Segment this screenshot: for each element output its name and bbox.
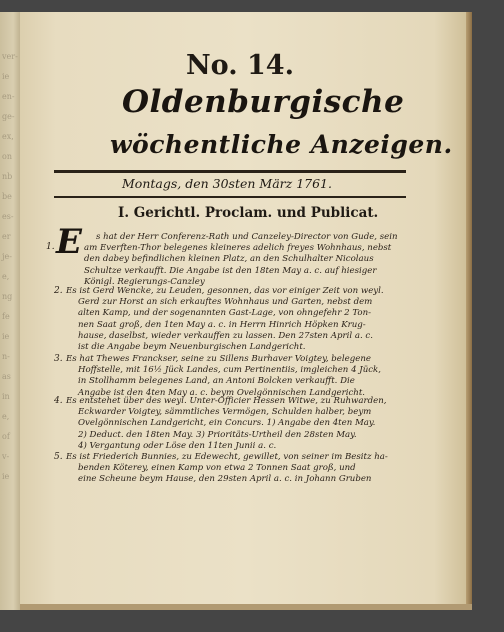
entry-number: 3. (54, 354, 63, 364)
entry-text-line: 2) Deduct. den 18ten May. 3) Prioritäts-Urtheil den 28sten May. (78, 429, 357, 440)
section-heading: I. Gerichtl. Proclam. und Publicat. (118, 205, 379, 221)
previous-page-fragment: ex, (2, 132, 14, 141)
previous-page-fragment: ge- (2, 112, 15, 121)
previous-page-fragment: on (2, 152, 12, 161)
entry-text-line: Es entstehet über des weyl. Unter-Officier Hessen Witwe, zu Ruhwarden, (66, 396, 387, 406)
previous-page-fragment: ng (2, 292, 13, 301)
entry-text-line: ist die Angabe beym Neuenburgischen Landgericht. (78, 342, 306, 352)
entry-text-line: eine Scheune beym Hause, den 29sten April a. c. in Johann Gruben (78, 474, 372, 485)
previous-page-fragment: ver- (2, 52, 18, 61)
entry-text-line: Hoffstelle, mit 16½ Jück Landes, cum Pertinentiis, imgleichen 4 Jück, (78, 365, 382, 376)
previous-page-fragment: in (2, 392, 10, 401)
entry-text-line: nen Saat groß, den 1ten May a. c. in Herrn Hinrich Höpken Krug- (78, 319, 366, 330)
entry-number: 4. (54, 396, 63, 406)
entry-text-line: Es hat Thewes Franckser, seine zu Sillens Burhaver Voigtey, belegene (66, 354, 371, 364)
entry-text-line: Angabe ist den 4ten May a. c. beym Ovelgönnischen Landgericht. (78, 387, 366, 398)
entry-number: 5. (54, 452, 63, 462)
entry-text-line: Es ist Gerd Wencke, zu Leuden, gesonnen, das vor einiger Zeit von weyl. (66, 286, 384, 296)
entry-text-line: benden Köterey, einen Kamp von etwa 2 Tonnen Saat groß, und (78, 463, 356, 474)
previous-page-edge (0, 12, 22, 610)
previous-page-fragment: v- (2, 452, 10, 461)
entry-number: 2. (54, 286, 63, 296)
masthead-rule-bottom (54, 196, 406, 198)
previous-page-fragment: of (2, 432, 10, 441)
previous-page-fragment: es- (2, 212, 14, 221)
previous-page-fragment: je- (2, 252, 12, 261)
previous-page-fragment: ie (2, 332, 10, 341)
previous-page-fragment: en- (2, 92, 15, 101)
previous-page-fragment: nb (2, 172, 13, 181)
previous-page-fragment: er (2, 232, 11, 241)
drop-cap: E (56, 222, 82, 262)
entry-text-line: Eckwarder Voigtey, sämmtliches Vermögen, Schulden halber, beym (78, 407, 372, 418)
previous-page-fragment: n- (2, 352, 10, 361)
issue-date: Montags, den 30sten März 1761. (122, 176, 332, 191)
entry-text-line: 4) Vergantung oder Löse den 11ten Junii a. c. (78, 440, 277, 451)
issue-number: No. 14. (186, 50, 294, 81)
masthead-rule-top (54, 170, 406, 173)
entry-text-line: Es ist Friederich Bunnies, zu Edewecht, gewillet, von seiner im Besitz ha- (66, 452, 388, 462)
previous-page-fragment: be (2, 192, 12, 201)
previous-page-fragment: fe (2, 312, 10, 321)
page-bottom-edge (20, 604, 472, 610)
entry-number: 1. (46, 242, 55, 252)
entry-text-line: Königl. Regierungs-Canzley (84, 276, 205, 287)
entry-text-line: alten Kamp, und der sogenannten Gast-Lage, von ohngefehr 2 Ton- (78, 308, 372, 319)
previous-page-fragment: as (2, 372, 11, 381)
previous-page-fragment: e, (2, 272, 10, 281)
entry-text-line: in Stollhamm belegenes Land, an Antoni Bolcken verkaufft. Die (78, 376, 355, 387)
entry-text-line: Ovelgönnischen Landgericht, ein Concurs. 1) Angabe den 4ten May. (78, 418, 376, 429)
previous-page-fragment: ie (2, 72, 10, 81)
previous-page-fragment: e, (2, 412, 10, 421)
entry-text-line: s hat der Herr Conferenz-Rath und Canzeley-Director von Gude, sein (96, 232, 398, 242)
masthead-title-line1: Oldenburgische (122, 84, 405, 120)
entry-text-line: am Everften-Thor belegenes kleineres adelich freyes Wohnhaus, nebst (84, 243, 392, 254)
entry-text-line: hause, daselbst, wieder verkauffen zu lassen. Den 27sten April a. c. (78, 330, 373, 341)
masthead-title-line2: wöchentliche Anzeigen. (110, 130, 453, 159)
entry-text-line: den dabey befindlichen kleinen Platz, an den Schulhalter Nicolaus (84, 254, 374, 265)
previous-page-fragment: ie (2, 472, 10, 481)
entry-text-line: Schultze verkaufft. Die Angabe ist den 18ten May a. c. auf hiesiger (84, 265, 377, 276)
entry-text-line: Gerd zur Horst an sich erkauftes Wohnhaus und Garten, nebst dem (78, 297, 373, 308)
